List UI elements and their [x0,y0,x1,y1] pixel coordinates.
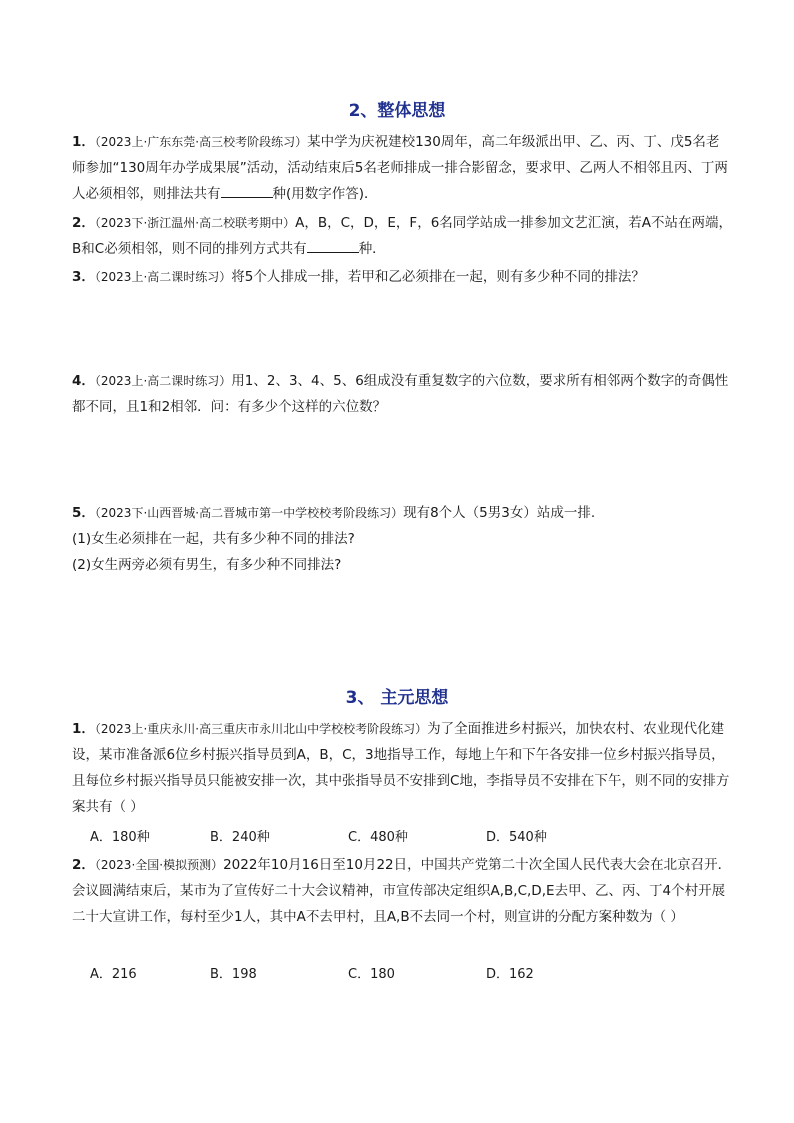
question-text: 2022年10月16日至10月22日，中国共产党第二十次全国人民代表大会在北京召开．会议圆满结束后，某市为了宣传好二十大会议精神，市宣传部决定组织A,B,C,D,E去甲、乙、丙、丁4个村开展二十大宣讲工作，每村至少1人，其中A不去甲村，且A,B不去同一个村，则宣讲的分配方案种数为（ ） [72,857,732,925]
question-number: 1． [72,134,95,150]
section-title-3: 3、 主元思想 [345,688,449,708]
sub-question-2: (2)女生两旁必须有男生，有多少种不同排法? [72,557,342,573]
option-d[interactable]: D．162 [486,967,534,982]
question-text-end: 种(用数字作答)． [272,186,378,202]
question-text: 某中学为庆祝建校130周年，高二年级派出甲、乙、丙、丁、戊5名老师参加“130周年办学成果展”活动，活动结束后5名老师排成一排合影留念，要求甲、乙两人不相邻且丙、丁两人必须相邻，则排法共有 [72,134,728,202]
question-number: 4． [72,373,95,389]
sub-question-1: (1)女生必须排在一起，共有多少种不同的排法? [72,531,355,547]
question-source: （2023上·重庆永川·高三重庆市永川北山中学校校考阶段练习） [94,722,428,736]
question-text: 为了全面推进乡村振兴，加快农村、农业现代化建设，某市准备派6位乡村振兴指导员到A，B，C，3地指导工作，每地上午和下午各安排一位乡村振兴指导员，且每位乡村振兴指导员只能被安排一次，其中张指导员不安排到C地，李指导员不安排在下午，则不同的安排方案共有（ ） [72,721,730,815]
question-2-1 [72,129,732,207]
question-3-2 [72,852,732,930]
question-number: 3． [72,269,95,285]
question-source: （2023上·高二课时练习） [94,270,232,284]
question-source: （2023上·高二课时练习） [94,374,232,388]
question-2-5 [72,500,732,578]
option-c[interactable]: C．480种 [348,830,408,845]
question-number: 2． [72,857,95,873]
question-source: （2023上·广东东莞·高三校考阶段练习） [94,135,308,149]
question-number: 1． [72,721,95,737]
question-source: （2023下·山西晋城·高二晋城市第一中学校校考阶段练习） [94,506,404,520]
section-title-2: 2、整体思想 [348,101,446,121]
question-3-1 [72,716,732,820]
option-c[interactable]: C．180 [348,967,395,982]
question-text: A，B，C，D，E，F，6名同学站成一排参加文艺汇演，若A不站在两端，B和C必须相邻，则不同的排列方式共有 [72,215,733,257]
option-a[interactable]: A．216 [90,967,137,982]
question-2-2 [72,210,732,262]
option-a[interactable]: A．180种 [90,830,150,845]
question-text: 现有8个人（5男3女）站成一排. [403,505,596,521]
question-source: （2023·全国·模拟预测） [94,858,224,872]
option-d[interactable]: D．540种 [486,830,547,845]
question-number: 5． [72,505,95,521]
question-2-4 [72,368,732,420]
question-number: 2． [72,215,95,231]
question-source: （2023下·浙江温州·高二校联考期中） [94,216,296,230]
question-text-end: 种． [358,241,386,257]
option-b[interactable]: B．198 [210,967,257,982]
options-3-1 [90,826,690,850]
option-b[interactable]: B．240种 [210,830,270,845]
question-text: 将5个人排成一排，若甲和乙必须排在一起，则有多少种不同的排法？ [231,269,645,285]
options-3-2 [90,963,690,987]
question-text: 用1、2、3、4、5、6组成没有重复数字的六位数，要求所有相邻两个数字的奇偶性都不同，且1和2相邻．问：有多少个这样的六位数？ [72,373,729,415]
question-2-3 [72,264,732,290]
answer-blank[interactable] [307,238,359,253]
answer-blank[interactable] [221,183,273,198]
